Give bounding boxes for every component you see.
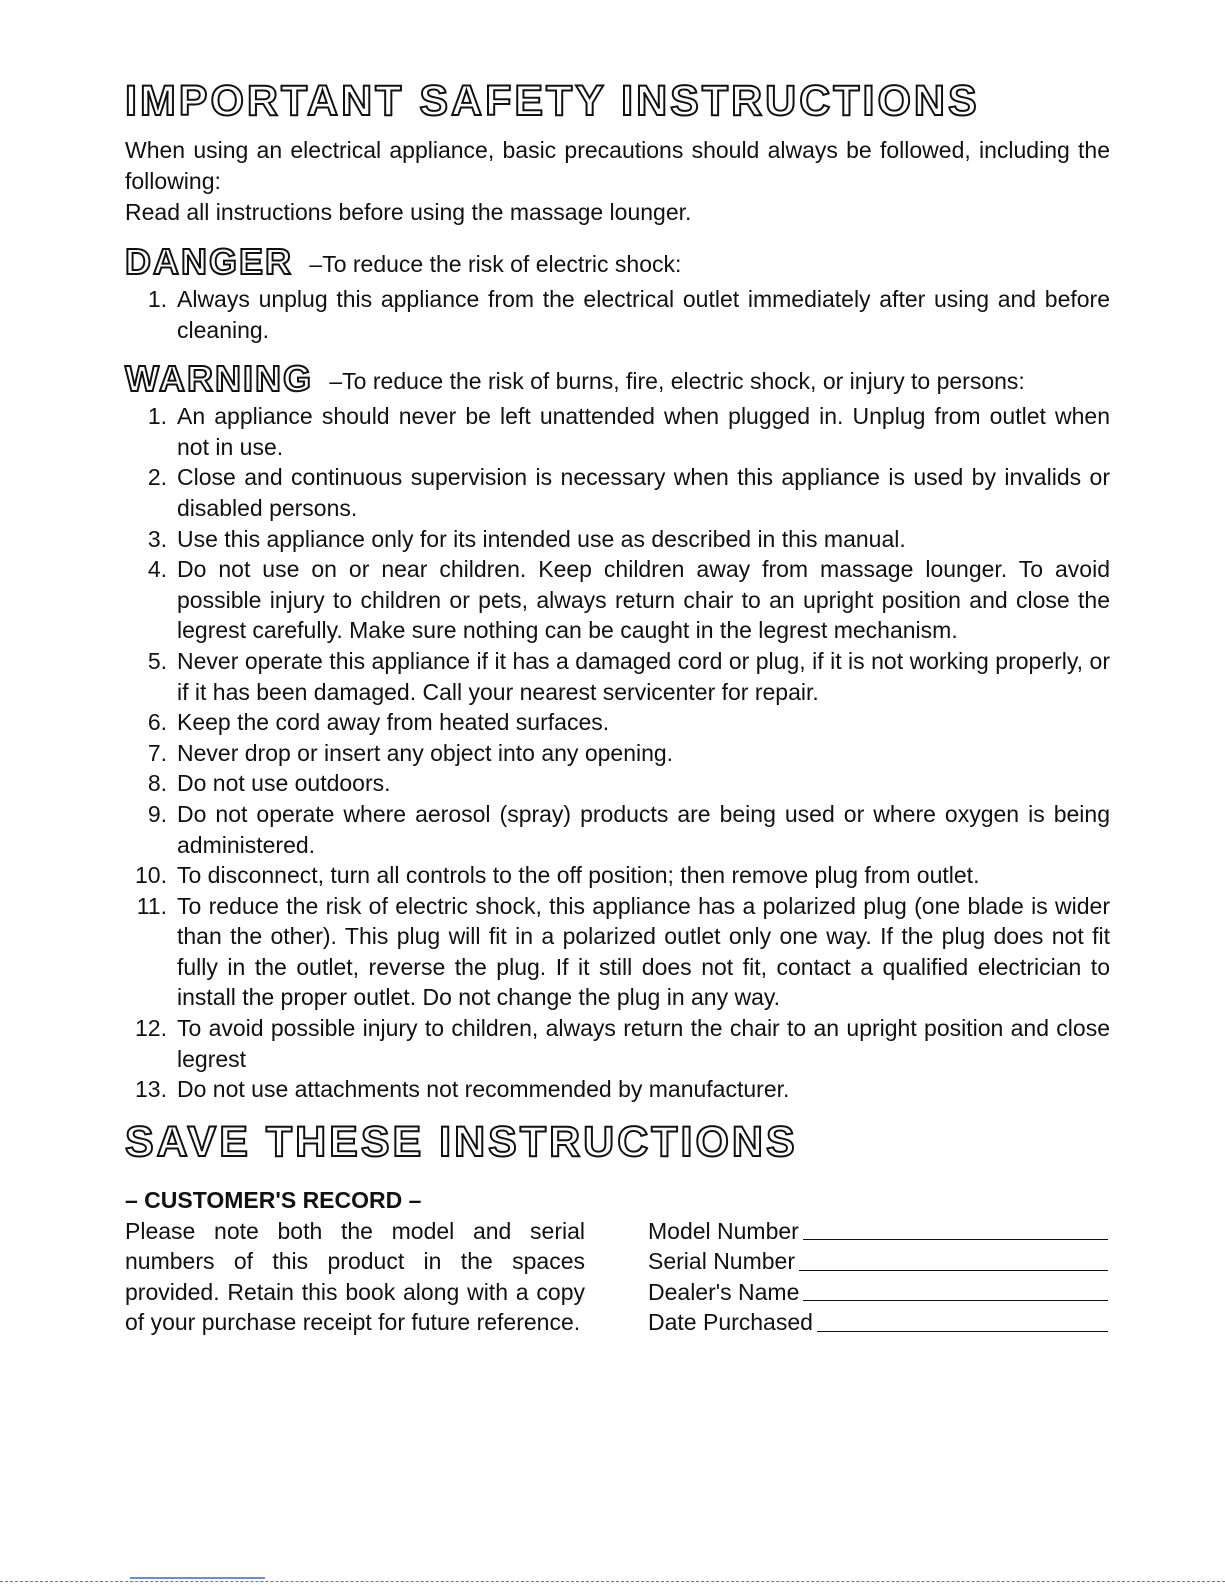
- warning-item-text: To avoid possible injury to children, always return the chair to an upright position and close legrest: [177, 1015, 1110, 1072]
- danger-heading: DANGER: [125, 241, 294, 282]
- warning-item: [125, 891, 1110, 1013]
- warning-item-number: 11.: [136, 892, 167, 919]
- customer-record-text: Please note both the model and serial numbers of this product in the spaces provided. Retain this book along with a copy of your purchase receipt for future reference.: [125, 1217, 585, 1336]
- danger-list: [125, 284, 1110, 345]
- danger-text: –To reduce the risk of electric shock:: [309, 251, 682, 277]
- warning-item-number: 3.: [147, 525, 167, 552]
- warning-item: [125, 799, 1110, 860]
- danger-item-text: Always unplug this appliance from the electrical outlet immediately after using and before cleaning.: [177, 286, 1110, 343]
- warning-item-number: 9.: [147, 800, 167, 827]
- warning-item-text: Keep the cord away from heated surfaces.: [177, 709, 610, 736]
- warning-item: [125, 646, 1110, 707]
- record-field: [648, 1246, 1108, 1277]
- record-field-label: Dealer's Name: [648, 1278, 800, 1305]
- intro-line-1: When using an electrical appliance, basic precautions should always be followed, including the following:: [125, 137, 1110, 194]
- warning-list: [125, 401, 1110, 1105]
- document-page: [125, 77, 1110, 1386]
- intro-paragraph: [125, 135, 1110, 228]
- warning-item-number: 4.: [147, 556, 167, 583]
- warning-item-text: Do not use on or near children. Keep children away from massage lounger. To avoid possible injury to children or pets, always return chair to an upright position and close the legrest carefully. Make sure nothing can be caught in the legrest mechanism.: [177, 556, 1110, 644]
- warning-item-text: Do not operate where aerosol (spray) products are being used or where oxygen is being administered.: [177, 800, 1110, 858]
- record-field-blank-line[interactable]: [817, 1331, 1108, 1332]
- warning-item-number: 13.: [135, 1076, 167, 1103]
- record-field: [648, 1277, 1108, 1308]
- warning-item-number: 8.: [147, 770, 167, 797]
- warning-item: [125, 401, 1110, 462]
- customer-record: [125, 1186, 1110, 1386]
- warning-item-text: Never drop or insert any object into any opening.: [177, 739, 674, 766]
- record-field-label: Serial Number: [648, 1248, 795, 1275]
- warning-item-number: 2.: [147, 464, 167, 491]
- warning-heading: WARNING: [125, 358, 313, 400]
- save-instructions-heading: SAVE THESE INSTRUCTIONS: [125, 1117, 798, 1166]
- warning-item: [125, 1013, 1110, 1074]
- warning-item-text: Do not use attachments not recommended by manufacturer.: [177, 1076, 790, 1103]
- warning-item: [125, 860, 1110, 891]
- warning-item-number: 7.: [147, 739, 167, 766]
- warning-item-text: To disconnect, turn all controls to the off position; then remove plug from outlet.: [177, 862, 980, 889]
- warning-text: –To reduce the risk of burns, fire, electric shock, or injury to persons:: [329, 368, 1025, 395]
- warning-item-number: 10.: [135, 862, 167, 889]
- warning-item-text: Never operate this appliance if it has a damaged cord or plug, if it is not working properly, or if it has been damaged. Call your nearest servicenter for repair.: [177, 647, 1110, 705]
- warning-item: [125, 554, 1110, 646]
- record-field-blank-line[interactable]: [799, 1270, 1108, 1271]
- warning-item: [125, 524, 1110, 555]
- warning-item-number: 12.: [135, 1015, 167, 1042]
- page-title: IMPORTANT SAFETY INSTRUCTIONS: [125, 77, 980, 125]
- warning-section: [125, 358, 1110, 1105]
- warning-item: [125, 462, 1110, 523]
- danger-item: [125, 284, 1110, 345]
- warning-item-number: 5.: [147, 647, 167, 674]
- danger-item-number: 1.: [147, 286, 167, 312]
- footer-mark: [130, 1577, 265, 1579]
- customer-record-title: – CUSTOMER'S RECORD –: [125, 1186, 422, 1213]
- warning-item-text: Use this appliance only for its intended use as described in this manual.: [177, 525, 906, 552]
- record-field-blank-line[interactable]: [803, 1239, 1108, 1240]
- warning-item-number: 6.: [147, 709, 167, 736]
- warning-item-number: 1.: [147, 403, 167, 430]
- record-field-label: Model Number: [648, 1217, 799, 1244]
- warning-item: [125, 738, 1110, 769]
- footer-divider: [0, 1581, 1225, 1582]
- warning-item: [125, 768, 1110, 799]
- record-field: [648, 1216, 1108, 1247]
- danger-section: [125, 241, 1110, 345]
- warning-item-text: To reduce the risk of electric shock, this appliance has a polarized plug (one blade is wider than the other). This plug will fit in a polarized outlet only one way. If the plug does not fit fully in the outlet, reverse the plug. If it still does not fit, contact a qualified electrician to install the proper outlet. Do not change the plug in any way.: [177, 892, 1110, 1011]
- record-fields: [648, 1216, 1108, 1338]
- warning-item-text: Close and continuous supervision is necessary when this appliance is used by invalids or disabled persons.: [177, 464, 1110, 521]
- warning-item: [125, 707, 1110, 738]
- record-field: [648, 1307, 1108, 1338]
- record-field-blank-line[interactable]: [803, 1300, 1108, 1301]
- warning-item: [125, 1074, 1110, 1105]
- intro-line-2: Read all instructions before using the massage lounger.: [125, 199, 692, 225]
- record-field-label: Date Purchased: [648, 1309, 813, 1336]
- warning-item-text: Do not use outdoors.: [177, 770, 391, 797]
- warning-item-text: An appliance should never be left unattended when plugged in. Unplug from outlet when not in use.: [177, 403, 1110, 460]
